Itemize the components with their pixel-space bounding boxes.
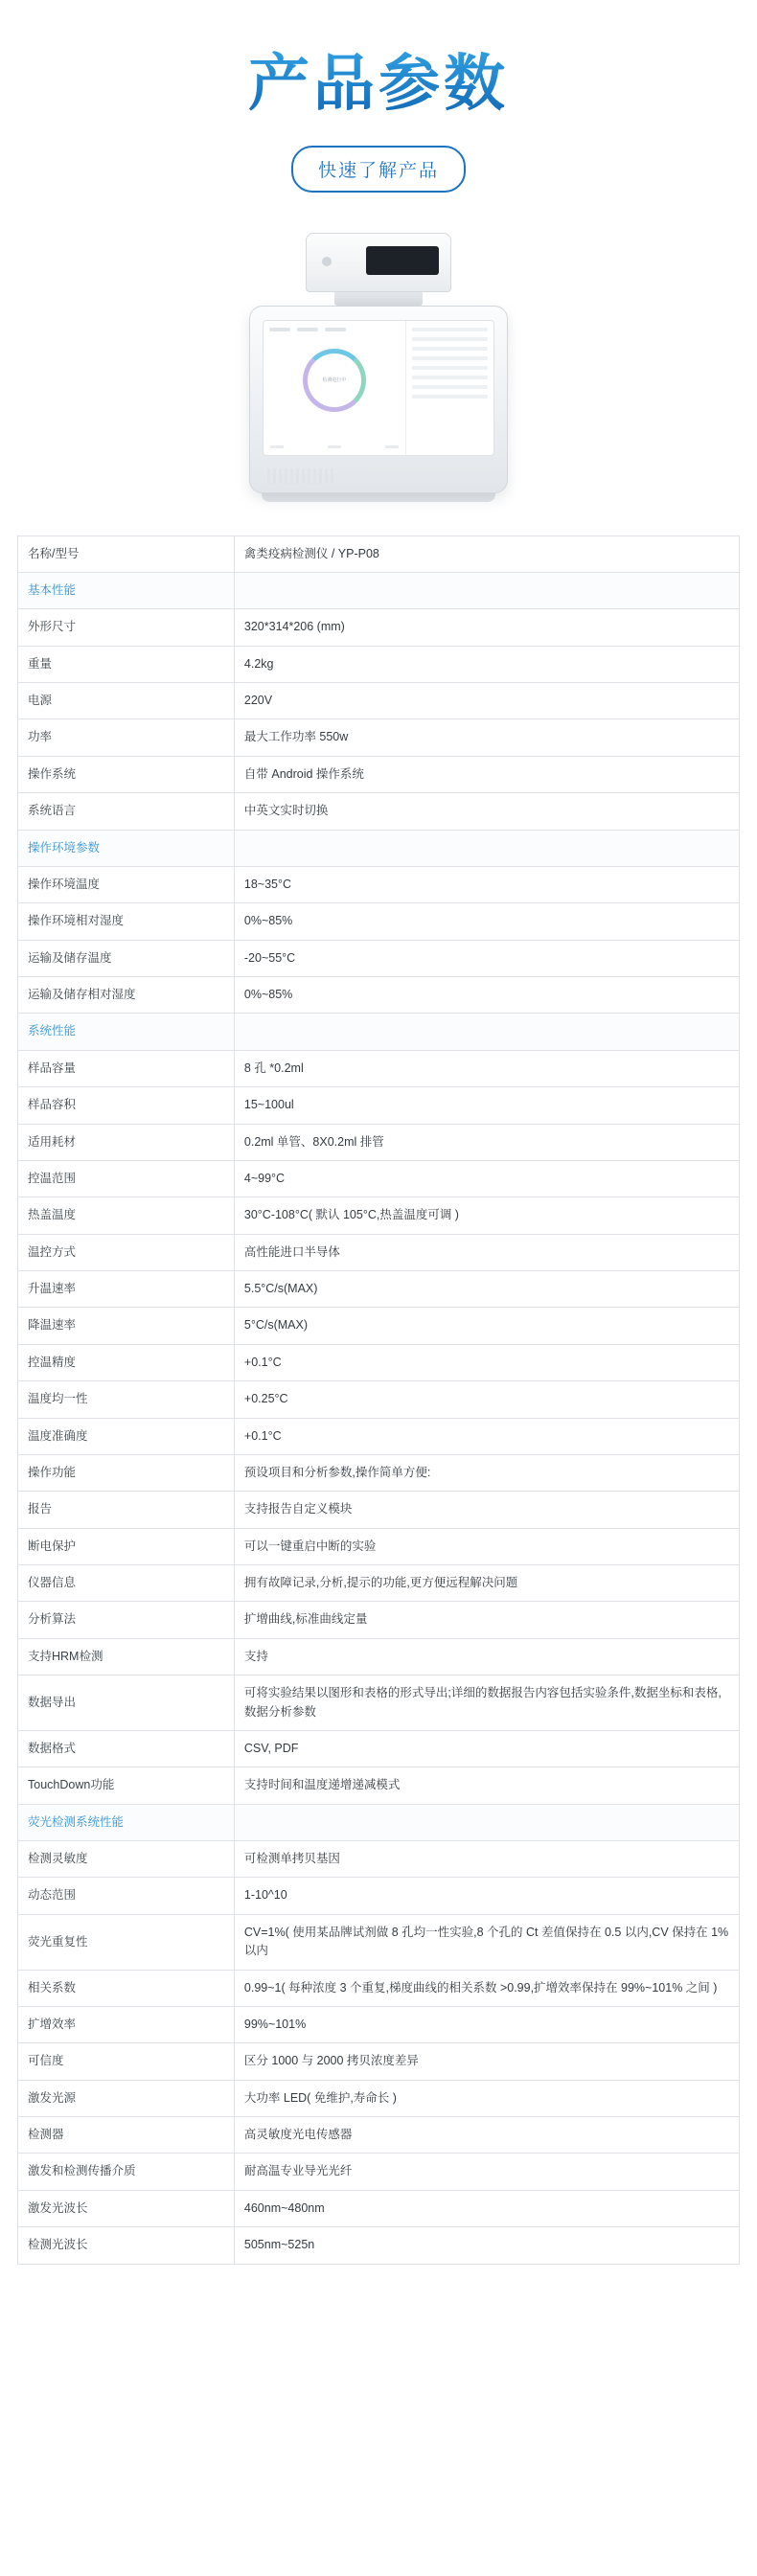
device-base: [262, 493, 495, 502]
spec-value: 自带 Android 操作系统: [234, 756, 739, 792]
spec-section-row: [18, 572, 740, 608]
table-row: [18, 1344, 740, 1380]
table-row: [18, 1730, 740, 1767]
spec-key: TouchDown功能: [18, 1767, 235, 1804]
spec-value: 可检测单拷贝基因: [234, 1841, 739, 1878]
subtitle-badge: 快速了解产品: [291, 146, 466, 193]
spec-key: 操作系统: [18, 756, 235, 792]
spec-key: 分析算法: [18, 1602, 235, 1638]
table-row: [18, 536, 740, 572]
page-header: [0, 0, 757, 193]
table-row: [18, 1970, 740, 2006]
spec-key: 操作环境相对湿度: [18, 903, 235, 940]
table-row: [18, 1124, 740, 1160]
spec-key: 基本性能: [18, 572, 235, 608]
table-row: [18, 903, 740, 940]
table-row: [18, 1418, 740, 1454]
table-row: [18, 1234, 740, 1270]
table-row: [18, 1767, 740, 1804]
spec-key: 检测器: [18, 2117, 235, 2154]
spec-key: 操作环境温度: [18, 866, 235, 902]
spec-value: 支持时间和温度递增递减模式: [234, 1767, 739, 1804]
table-row: [18, 719, 740, 756]
spec-value: 8 孔 *0.2ml: [234, 1050, 739, 1086]
spec-key: 运输及储存温度: [18, 940, 235, 976]
spec-key: 操作环境参数: [18, 830, 235, 866]
spec-key: 系统性能: [18, 1014, 235, 1050]
spec-value: +0.1°C: [234, 1344, 739, 1380]
screen-list-line: [412, 366, 488, 370]
screen-left-panel: [264, 321, 406, 455]
screen-list-line: [412, 347, 488, 351]
spec-value: -20~55°C: [234, 940, 739, 976]
spec-key: 外形尺寸: [18, 609, 235, 646]
table-row: [18, 646, 740, 682]
table-row: [18, 1528, 740, 1564]
spec-value: 最大工作功率 550w: [234, 719, 739, 756]
lid-display-icon: [366, 246, 439, 275]
spec-value: 30°C-108°C( 默认 105°C,热盖温度可调 ): [234, 1197, 739, 1234]
spec-key: 荧光重复性: [18, 1914, 235, 1970]
spec-key: 适用耗材: [18, 1124, 235, 1160]
progress-ring-icon: [303, 349, 366, 412]
spec-value: CSV, PDF: [234, 1730, 739, 1767]
spec-value: 5°C/s(MAX): [234, 1308, 739, 1344]
spec-key: 降温速率: [18, 1308, 235, 1344]
spec-key: 数据导出: [18, 1676, 235, 1731]
spec-key: 激发光波长: [18, 2190, 235, 2226]
spec-key: 样品容积: [18, 1087, 235, 1124]
spec-value: 0.2ml 单管、8X0.2ml 排管: [234, 1124, 739, 1160]
spec-key: 报告: [18, 1492, 235, 1528]
spec-value: 460nm~480nm: [234, 2190, 739, 2226]
spec-value: [234, 830, 739, 866]
spec-section-row: [18, 1014, 740, 1050]
spec-value: 5.5°C/s(MAX): [234, 1271, 739, 1308]
spec-table-container: [17, 536, 740, 2265]
spec-key: 操作功能: [18, 1454, 235, 1491]
device-body: [249, 306, 508, 493]
spec-value: 99%~101%: [234, 2006, 739, 2042]
spec-key: 检测光波长: [18, 2227, 235, 2264]
spec-table: [17, 536, 740, 2265]
spec-key: 相关系数: [18, 1970, 235, 2006]
table-row: [18, 1308, 740, 1344]
screen-bottom-item: [328, 445, 341, 448]
spec-key: 动态范围: [18, 1878, 235, 1914]
spec-value: 禽类疫病检测仪 / YP-P08: [234, 536, 739, 572]
spec-key: 升温速率: [18, 1271, 235, 1308]
spec-key: 温度准确度: [18, 1418, 235, 1454]
spec-value: 1-10^10: [234, 1878, 739, 1914]
spec-value: [234, 1014, 739, 1050]
spec-key: 电源: [18, 683, 235, 719]
spec-value: 支持报告自定义模块: [234, 1492, 739, 1528]
spec-key: 激发和检测传播介质: [18, 2154, 235, 2190]
table-row: [18, 940, 740, 976]
ring-label: 检测进行中: [322, 377, 347, 384]
spec-value: [234, 1804, 739, 1840]
spec-key: 控温范围: [18, 1160, 235, 1197]
screen-list-line: [412, 328, 488, 331]
table-row: [18, 2080, 740, 2116]
spec-value: 中英文实时切换: [234, 793, 739, 830]
spec-key: 激发光源: [18, 2080, 235, 2116]
table-row: [18, 1676, 740, 1731]
screen-bottom-item: [385, 445, 399, 448]
table-row: [18, 2154, 740, 2190]
screen-tab: [269, 328, 290, 331]
table-row: [18, 1492, 740, 1528]
spec-value: 可将实验结果以图形和表格的形式导出;详细的数据报告内容包括实验条件,数据坐标和表格,数据分析参数: [234, 1676, 739, 1731]
product-image: [0, 233, 757, 501]
spec-value: 拥有故障记录,分析,提示的功能,更方便远程解决问题: [234, 1565, 739, 1602]
table-row: [18, 1638, 740, 1675]
spec-key: 热盖温度: [18, 1197, 235, 1234]
spec-value: 高灵敏度光电传感器: [234, 2117, 739, 2154]
spec-value: 4~99°C: [234, 1160, 739, 1197]
spec-value: 220V: [234, 683, 739, 719]
spec-value: [234, 572, 739, 608]
device-lid: [306, 233, 451, 292]
screen-tab: [325, 328, 346, 331]
vent-icon: [267, 468, 333, 484]
spec-value: 4.2kg: [234, 646, 739, 682]
table-row: [18, 2117, 740, 2154]
spec-value: +0.1°C: [234, 1418, 739, 1454]
spec-key: 控温精度: [18, 1344, 235, 1380]
screen-tabs: [269, 328, 400, 331]
spec-key: 数据格式: [18, 1730, 235, 1767]
spec-section-row: [18, 1804, 740, 1840]
spec-value: 18~35°C: [234, 866, 739, 902]
table-row: [18, 1914, 740, 1970]
page-title: 产品参数: [0, 50, 757, 121]
spec-value: +0.25°C: [234, 1381, 739, 1418]
spec-value: 大功率 LED( 免维护,寿命长 ): [234, 2080, 739, 2116]
screen-list-line: [412, 356, 488, 360]
table-row: [18, 1841, 740, 1878]
spec-value: 0%~85%: [234, 903, 739, 940]
spec-section-row: [18, 830, 740, 866]
device-illustration: [249, 233, 508, 502]
device-neck: [334, 290, 423, 306]
spec-value: 可以一键重启中断的实验: [234, 1528, 739, 1564]
screen-list-line: [412, 376, 488, 379]
spec-key: 样品容量: [18, 1050, 235, 1086]
table-row: [18, 1160, 740, 1197]
spec-key: 重量: [18, 646, 235, 682]
spec-key: 可信度: [18, 2043, 235, 2080]
spec-value: 预设项目和分析参数,操作简单方便:: [234, 1454, 739, 1491]
table-row: [18, 2006, 740, 2042]
spec-key: 系统语言: [18, 793, 235, 830]
table-row: [18, 1602, 740, 1638]
spec-value: 15~100ul: [234, 1087, 739, 1124]
spec-key: 仪器信息: [18, 1565, 235, 1602]
lid-indicator-icon: [322, 257, 332, 266]
spec-value: 支持: [234, 1638, 739, 1675]
table-row: [18, 756, 740, 792]
table-row: [18, 2227, 740, 2264]
spec-key: 支持HRM检测: [18, 1638, 235, 1675]
spec-value: 0.99~1( 每种浓度 3 个重复,梯度曲线的相关系数 >0.99,扩增效率保持在 99%~101% 之间 ): [234, 1970, 739, 2006]
device-screen: [263, 320, 494, 456]
table-row: [18, 1381, 740, 1418]
spec-value: CV=1%( 使用某品牌试剂做 8 孔均一性实验,8 个孔的 Ct 差值保持在 0.5 以内,CV 保持在 1% 以内: [234, 1914, 739, 1970]
spec-value: 扩增曲线,标准曲线定量: [234, 1602, 739, 1638]
screen-tab: [297, 328, 318, 331]
screen-list-line: [412, 337, 488, 341]
table-row: [18, 609, 740, 646]
spec-key: 断电保护: [18, 1528, 235, 1564]
spec-key: 运输及储存相对湿度: [18, 977, 235, 1014]
table-row: [18, 2190, 740, 2226]
subtitle-container: [0, 146, 757, 193]
screen-bottom-item: [270, 445, 284, 448]
spec-value: 耐高温专业导光光纤: [234, 2154, 739, 2190]
screen-bottom-bar: [264, 445, 405, 450]
spec-value: 区分 1000 与 2000 拷贝浓度差异: [234, 2043, 739, 2080]
spec-key: 名称/型号: [18, 536, 235, 572]
table-row: [18, 793, 740, 830]
table-row: [18, 1197, 740, 1234]
screen-list-line: [412, 395, 488, 399]
table-row: [18, 2043, 740, 2080]
screen-right-panel: [406, 321, 493, 455]
spec-key: 荧光检测系统性能: [18, 1804, 235, 1840]
spec-value: 高性能进口半导体: [234, 1234, 739, 1270]
spec-value: 320*314*206 (mm): [234, 609, 739, 646]
spec-key: 温度均一性: [18, 1381, 235, 1418]
table-row: [18, 1087, 740, 1124]
spec-value: 505nm~525n: [234, 2227, 739, 2264]
table-row: [18, 1271, 740, 1308]
table-row: [18, 1878, 740, 1914]
table-row: [18, 683, 740, 719]
table-row: [18, 977, 740, 1014]
spec-key: 温控方式: [18, 1234, 235, 1270]
spec-key: 检测灵敏度: [18, 1841, 235, 1878]
table-row: [18, 866, 740, 902]
screen-list-line: [412, 385, 488, 389]
table-row: [18, 1050, 740, 1086]
table-row: [18, 1454, 740, 1491]
spec-key: 扩增效率: [18, 2006, 235, 2042]
spec-key: 功率: [18, 719, 235, 756]
spec-value: 0%~85%: [234, 977, 739, 1014]
table-row: [18, 1565, 740, 1602]
